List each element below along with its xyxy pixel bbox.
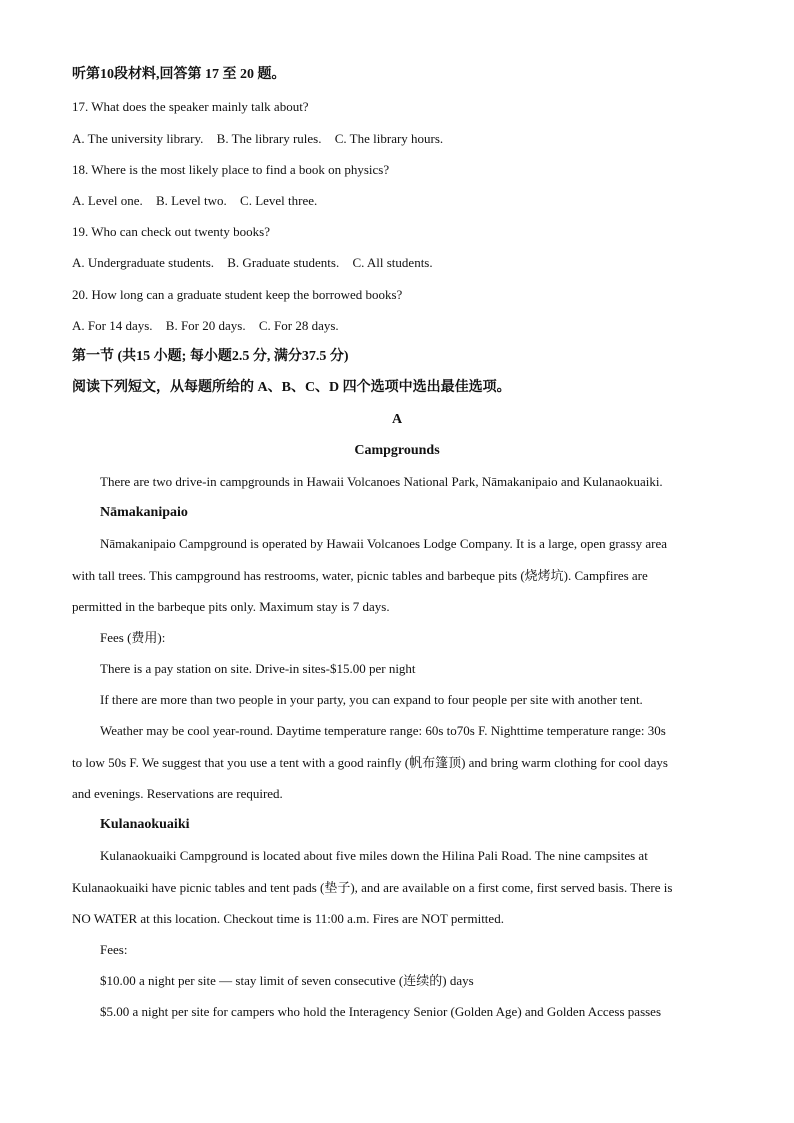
namakanipaio-weather-line: and evenings. Reservations are required. — [72, 786, 283, 801]
option-a: A. Level one. — [72, 193, 143, 208]
question-20: 20. How long can a graduate student keep the borrowed books? — [72, 287, 403, 302]
option-b: B. Graduate students. — [227, 255, 340, 270]
namakanipaio-weather-line: Weather may be cool year-round. Daytime temperature range: 60s to70s F. Nighttime temperature range: 30s — [100, 723, 666, 738]
option-a: A. Undergraduate students. — [72, 255, 215, 270]
part-heading: 第一节 (共15 小题; 每小题2.5 分, 满分37.5 分) — [72, 349, 349, 364]
option-c: C. Level three. — [240, 193, 318, 208]
options-20 — [72, 317, 732, 335]
kulanaokuaiki-fee-line: $5.00 a night per site for campers who hold the Interagency Senior (Golden Age) and Golden Access passes — [100, 1004, 662, 1019]
kulanaokuaiki-fee-line: $10.00 a night per site — stay limit of seven consecutive (连续的) days — [100, 973, 474, 988]
option-a: A. For 14 days. — [72, 318, 153, 333]
question-17: 17. What does the speaker mainly talk about? — [72, 99, 309, 114]
kulanaokuaiki-desc-line: NO WATER at this location. Checkout time is 11:00 a.m. Fires are NOT permitted. — [72, 911, 504, 926]
kulanaokuaiki-heading: Kulanaokuaiki — [100, 817, 190, 832]
intro-paragraph: There are two drive-in campgrounds in Hawaii Volcanoes National Park, Nāmakanipaio and Kulanaokuaiki. — [100, 474, 663, 489]
option-c: C. All students. — [352, 255, 433, 270]
kulanaokuaiki-desc-line: Kulanaokuaiki Campground is located about five miles down the Hilina Pali Road. The nine campsites at — [100, 848, 648, 863]
section-header: 听第10段材料,回答第 17 至 20 题。 — [72, 67, 286, 82]
namakanipaio-fees-label: Fees (费用): — [100, 630, 166, 645]
options-17 — [72, 130, 732, 148]
instruction: 阅读下列短文，从每题所给的 A、B、C、D 四个选项中选出最佳选项。 — [72, 380, 511, 395]
option-b: B. Level two. — [156, 193, 227, 208]
namakanipaio-party-line: If there are more than two people in your party, you can expand to four people per site with another tent. — [100, 692, 643, 707]
namakanipaio-desc-line: Nāmakanipaio Campground is operated by Hawaii Volcanoes Lodge Company. It is a large, open grassy area — [100, 536, 668, 551]
passage-letter: A — [391, 412, 403, 427]
option-b: B. For 20 days. — [165, 318, 246, 333]
namakanipaio-desc-line: with tall trees. This campground has restrooms, water, picnic tables and barbeque pits (烧烤坑). Campfires are — [72, 568, 648, 583]
kulanaokuaiki-desc-line: Kulanaokuaiki have picnic tables and tent pads (垫子), and are available on a first come, first served basis. There is — [72, 880, 673, 895]
question-19: 19. Who can check out twenty books? — [72, 224, 270, 239]
namakanipaio-weather-line: to low 50s F. We suggest that you use a tent with a good rainfly (帆布篷顶) and bring warm clothing for cool days — [72, 755, 668, 770]
options-18 — [72, 192, 732, 210]
namakanipaio-fee-line: There is a pay station on site. Drive-in sites-$15.00 per night — [100, 661, 416, 676]
question-18: 18. Where is the most likely place to find a book on physics? — [72, 162, 390, 177]
option-c: C. The library hours. — [334, 131, 444, 146]
kulanaokuaiki-fees-label: Fees: — [100, 942, 128, 957]
namakanipaio-heading: Nāmakanipaio — [100, 505, 188, 520]
options-19 — [72, 254, 732, 272]
option-a: A. The university library. — [72, 131, 204, 146]
option-b: B. The library rules. — [216, 131, 322, 146]
passage-title: Campgrounds — [354, 443, 440, 458]
namakanipaio-desc-line: permitted in the barbeque pits only. Maximum stay is 7 days. — [72, 599, 390, 614]
option-c: C. For 28 days. — [258, 318, 339, 333]
